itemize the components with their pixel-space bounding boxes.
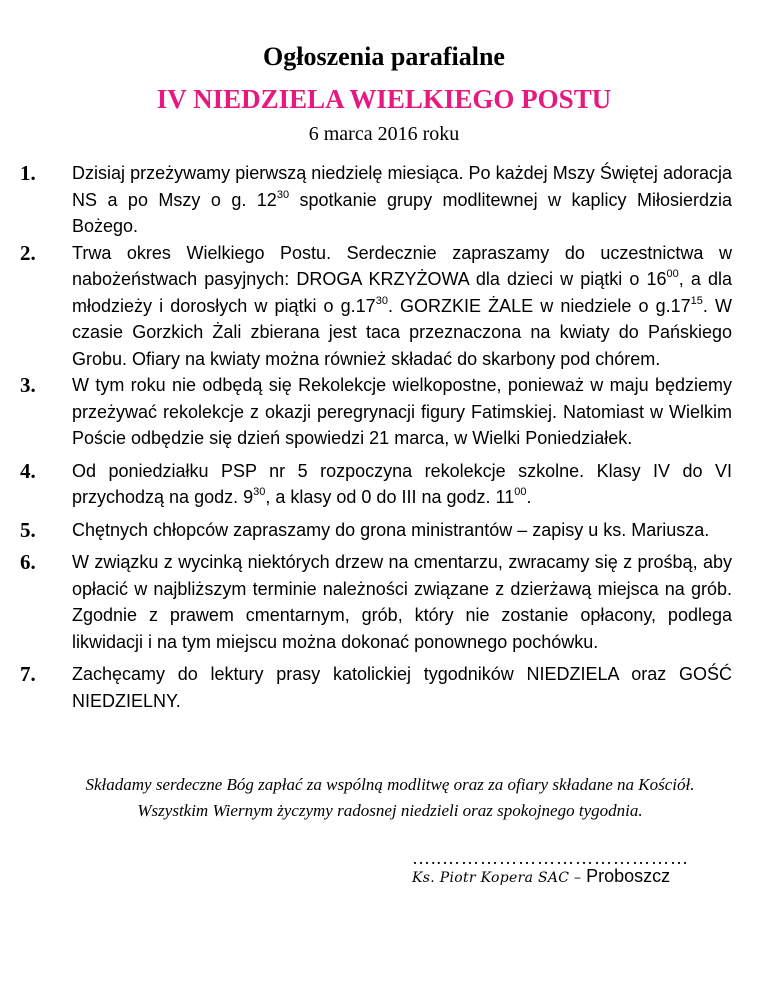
item-text: . GORZKIE ŻALE w niedziele o g.17 — [387, 295, 691, 316]
item-text: , a klasy od 0 do III na godz. 11 — [265, 487, 515, 507]
closing-text: Składamy serdeczne Bóg zapłać za wspólną modlitwę oraz za ofiary składane na Kościół. Wszystkim Wiernym życzymy radosnej niedzieli oraz spokojnego tygodnia. — [85, 775, 695, 820]
page-subtitle: IV NIEDZIELA WIELKIEGO POSTU — [156, 84, 612, 114]
item-text: Od poniedziałku PSP nr 5 rozpoczyna rekolekcje szkolne. Klasy IV do VI przychodzą na godz. 9 — [72, 460, 732, 507]
item-text: , a dla młodzieży i dorosłych w piątki o g.17 — [72, 269, 732, 316]
time-superscript: 00 — [514, 486, 527, 498]
item-text: Zachęcamy do lektury prasy katolickiej tygodników NIEDZIELA oraz GOŚĆ NIEDZIELNY. — [72, 664, 732, 711]
signature-name: Ks. Piotr Kopera SAC – — [412, 870, 587, 886]
item-text: . — [526, 487, 532, 507]
announcement-item — [20, 240, 732, 373]
item-text: W związku z wycinką niektórych drzew na cmentarzu, zwracamy się z prośbą, aby opłacić w najbliższym terminie należności związane z dzierżawą miejsca na grób. Zgodnie z prawem cmentarnym, grób, który nie zostanie opłacony, podlega likwidacji i na tym miejscu można dokonać ponownego pochówku. — [72, 552, 732, 652]
item-number: 4. — [20, 458, 36, 483]
announcement-item — [20, 372, 732, 452]
item-text: Trwa okres Wielkiego Postu. Serdecznie zapraszamy do uczestnictwa w nabożeństwach pasyjnych: DROGA KRZYŻOWA dla dzieci w piątki o 16 — [72, 242, 732, 289]
announcement-item — [20, 160, 732, 240]
item-number: 5. — [20, 517, 36, 542]
signature-line: …..………………………………… — [412, 848, 689, 868]
item-number: 3. — [20, 373, 36, 397]
item-text: W tym roku nie odbędą się Rekolekcje wielkopostne, ponieważ w maju będziemy przeżywać rekolekcje z okazji peregrynacji figury Fatimskiej. Natomiast w Wielkim Poście odbędzie się dzień spowiedzi 21 marca, w Wielki Poniedziałek. — [72, 375, 732, 448]
signature-role: Proboszcz — [586, 866, 671, 886]
time-superscript: 30 — [375, 294, 388, 307]
time-superscript: 15 — [690, 294, 703, 307]
item-number: 1. — [20, 161, 36, 185]
announcement-item — [20, 517, 732, 544]
page-title: Ogłoszenia parafialne — [263, 42, 505, 71]
item-number: 6. — [20, 550, 36, 574]
item-text: Dzisiaj przeżywamy pierwszą niedzielę miesiąca. Po każdej Mszy Świętej adoracja NS a po Mszy o g. 12 — [72, 163, 732, 210]
time-superscript: 30 — [253, 486, 266, 498]
item-number: 2. — [20, 240, 36, 265]
item-number: 7. — [20, 662, 36, 686]
announcement-list — [20, 160, 732, 714]
item-text: . W czasie Gorzkich Żali zbierana jest taca przeznaczona na kwiaty do Pańskiego Grobu. Ofiary na kwiaty można również składać do skarbony pod chórem. — [72, 295, 732, 369]
announcement-item — [20, 458, 732, 511]
time-superscript: 00 — [666, 268, 679, 280]
time-superscript: 30 — [276, 188, 290, 201]
announcement-item — [20, 661, 732, 714]
announcement-item — [20, 549, 732, 655]
signature — [412, 866, 670, 887]
item-text: Chętnych chłopców zapraszamy do grona ministrantów – zapisy u ks. Mariusza. — [72, 519, 710, 540]
item-text: spotkanie grupy modlitewnej w kaplicy Miłosierdzia Bożego. — [72, 189, 732, 236]
announcement-date: 6 marca 2016 roku — [308, 123, 460, 145]
